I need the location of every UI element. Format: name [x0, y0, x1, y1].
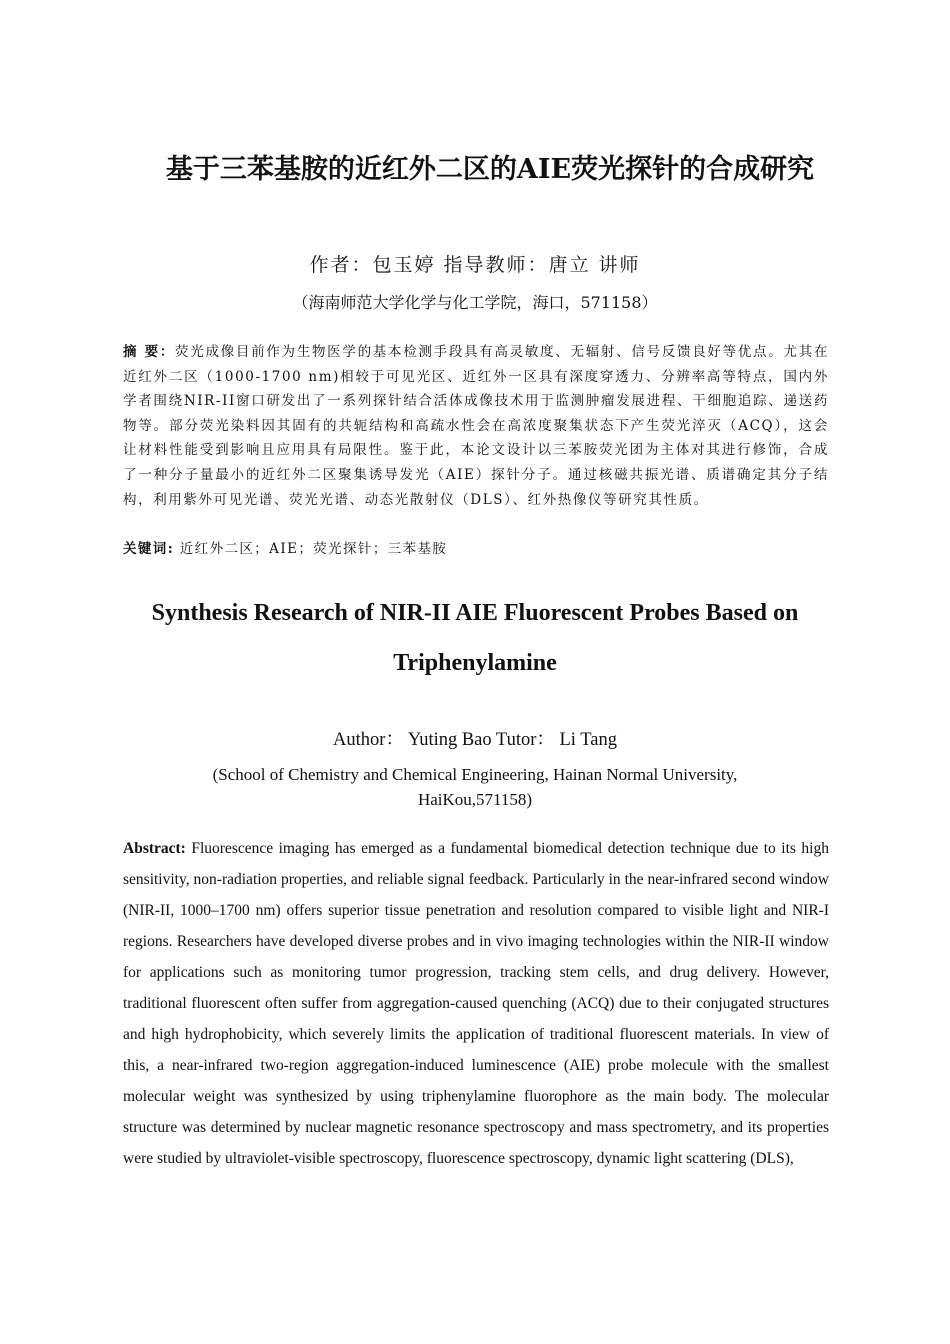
chinese-keywords-label: 关键词:: [123, 541, 175, 557]
chinese-author-line: 作者：包玉婷 指导教师：唐立 讲师: [309, 254, 641, 276]
chinese-title: 基于三苯基胺的近红外二区的AIE荧光探针的合成研究: [165, 154, 815, 185]
english-abstract-text: Fluorescence imaging has emerged as a fundamental biomedical detection technique due to its high sensitivity, non-radiation properties, and reliable signal feedback. Particularly in the near-infrared second window (NIR-II, 1000–1700 nm) offers superior tissue penetration and resolution compared to visible light and NIR-I regions. Researchers have developed diverse probes and in vivo imaging technologies within the NIR-II window for applications such as monitoring tumor progression, tracking stem cells, and drug delivery. However, traditional fluorescent often suffer from aggregation-caused quenching (ACQ) due to their conjugated structures and high hydrophobicity, which severely limits the application of traditional fluorescent materials. In view of this, a near-infrared two-region aggregation-induced luminescence (AIE) probe molecule with the smallest molecular weight was synthesized by using triphenylamine fluorophore as the main body. The molecular structure was determined by nuclear magnetic resonance spectroscopy and mass spectrometry, and its properties were studied by ultraviolet-visible spectroscopy, fluorescence spectroscopy, dynamic light scattering (DLS),: [123, 840, 829, 1167]
english-abstract-label: Abstract:: [123, 840, 186, 857]
chinese-abstract-label: 摘 要：: [123, 344, 176, 360]
english-title: Synthesis Research of NIR-II AIE Fluorescent Probes Based on Triphenylamine: [151, 600, 799, 676]
chinese-keywords: [123, 537, 829, 561]
english-abstract: [123, 833, 829, 1174]
chinese-affiliation: （海南师范大学化学与化工学院，海口，571158）: [292, 293, 658, 312]
chinese-abstract-text: 荧光成像目前作为生物医学的基本检测手段具有高灵敏度、无辐射、信号反馈良好等优点。尤其在近红外二区（1000-1700 nm)相较于可见光区、近红外一区具有深度穿透力、分辨率高等特点，国内外学者围绕NIR-II窗口研发出了一系列探针结合活体成像技术用于监测肿瘤发展进程、干细胞追踪、递送药物等。部分荧光染料因其固有的共轭结构和高疏水性会在高浓度聚集状态下产生荧光淬灭（ACQ），这会让材料性能受到影响且应用具有局限性。鉴于此，本论文设计以三苯胺荧光团为主体对其进行修饰，合成了一种分子量最小的近红外二区聚集诱导发光（AIE）探针分子。通过核磁共振光谱、质谱确定其分子结构，利用紫外可见光谱、荧光光谱、动态光散射仪（DLS）、红外热像仪等研究其性质。: [123, 344, 829, 508]
chinese-keywords-text: 近红外二区；AIE；荧光探针；三苯基胺: [174, 541, 448, 557]
english-affiliation: (School of Chemistry and Chemical Engineering, Hainan Normal University, HaiKou,571158): [212, 765, 738, 809]
english-author-line: Author： Yuting Bao Tutor： Li Tang: [333, 730, 617, 750]
chinese-abstract: [123, 340, 829, 512]
